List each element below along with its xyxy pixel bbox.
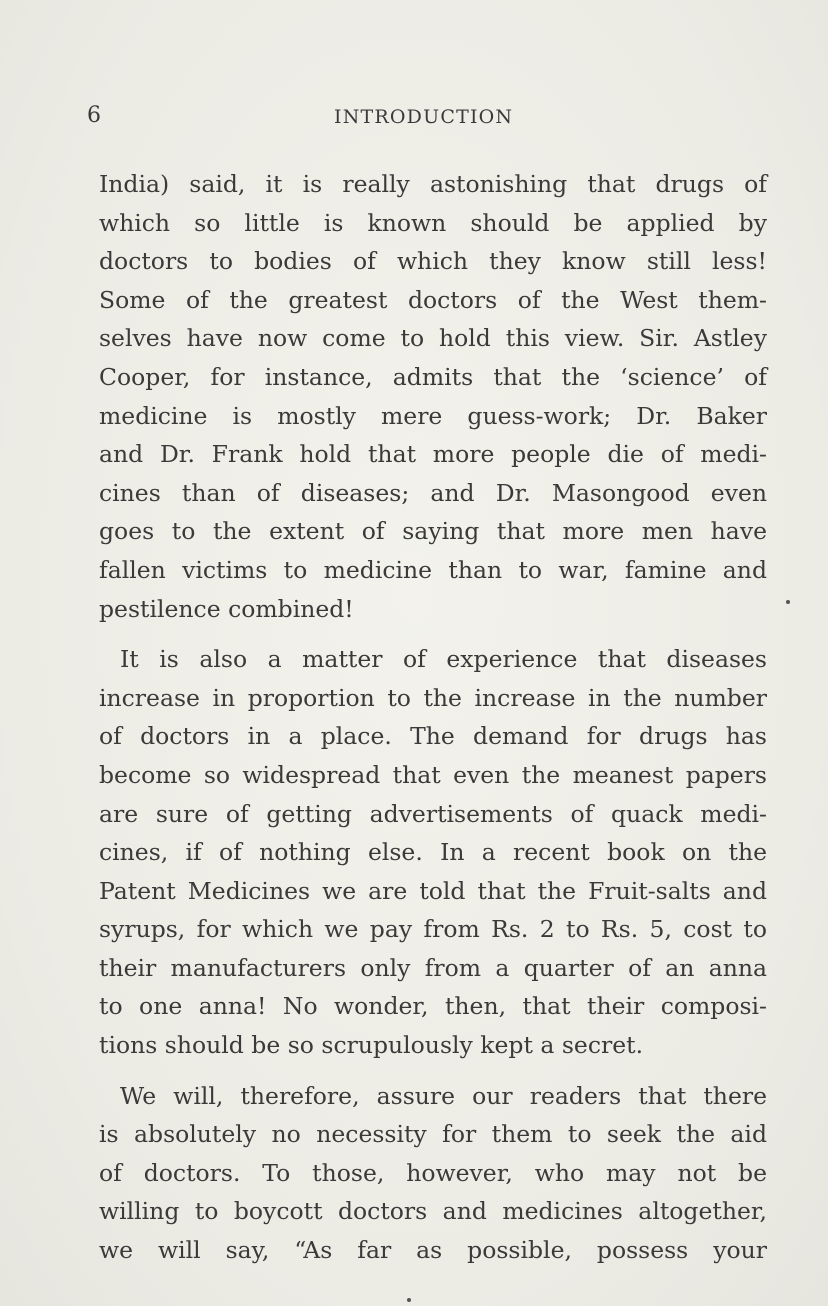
text-line: selves have now come to hold this view. Sir. Astley (99, 324, 767, 353)
text-line: goes to the extent of saying that more men have (99, 517, 767, 546)
paragraph-gap (99, 1065, 767, 1077)
text-line: to one anna! No wonder, then, that their composi- (99, 992, 767, 1021)
text-line: increase in proportion to the increase in the number (99, 683, 767, 712)
text-line: cines than of diseases; and Dr. Masongood even (99, 478, 767, 507)
text-line: doctors to bodies of which they know still less! (99, 247, 767, 276)
text-line: fallen victims to medicine than to war, famine and (99, 555, 767, 584)
paragraph-3 (99, 1077, 767, 1270)
text-line: Cooper, for instance, admits that the ‘science’ of (99, 362, 767, 391)
paragraph-2 (99, 640, 767, 1065)
text-line: we will say, “As far as possible, possess your (99, 1236, 767, 1265)
ink-speck (786, 600, 790, 604)
text-line: Patent Medicines we are told that the Fruit-salts and (99, 876, 767, 905)
text-line: We will, therefore, assure our readers that there (120, 1081, 767, 1110)
text-line: It is also a matter of experience that diseases (120, 645, 767, 674)
text-line: of doctors. To those, however, who may not be (99, 1158, 767, 1187)
text-line: pestilence combined! (99, 594, 354, 623)
text-line: and Dr. Frank hold that more people die of medi- (99, 440, 767, 469)
paragraph-gap (99, 628, 767, 640)
running-title: INTRODUCTION (334, 106, 514, 128)
text-line: cines, if of nothing else. In a recent book on the (99, 838, 767, 867)
paragraph-1 (99, 165, 767, 628)
text-line: which so little is known should be applied by (99, 208, 767, 237)
text-line: medicine is mostly mere guess-work; Dr. Baker (99, 401, 767, 430)
page-number: 6 (87, 103, 102, 128)
body-text (99, 165, 767, 1270)
text-line: Some of the greatest doctors of the West them- (99, 285, 767, 314)
text-line: willing to boycott doctors and medicines altogether, (99, 1197, 767, 1226)
text-line: become so widespread that even the meanest papers (99, 760, 767, 789)
text-line: tions should be so scrupulously kept a secret. (99, 1031, 644, 1060)
ink-speck (407, 1298, 411, 1302)
running-head (0, 103, 828, 133)
text-line: is absolutely no necessity for them to seek the aid (99, 1120, 767, 1149)
text-line: of doctors in a place. The demand for drugs has (99, 722, 767, 751)
text-line: India) said, it is really astonishing that drugs of (99, 170, 767, 198)
text-line: their manufacturers only from a quarter of an anna (99, 953, 767, 982)
text-line: are sure of getting advertisements of quack medi- (99, 799, 767, 828)
text-line: syrups, for which we pay from Rs. 2 to Rs. 5, cost to (99, 915, 767, 944)
